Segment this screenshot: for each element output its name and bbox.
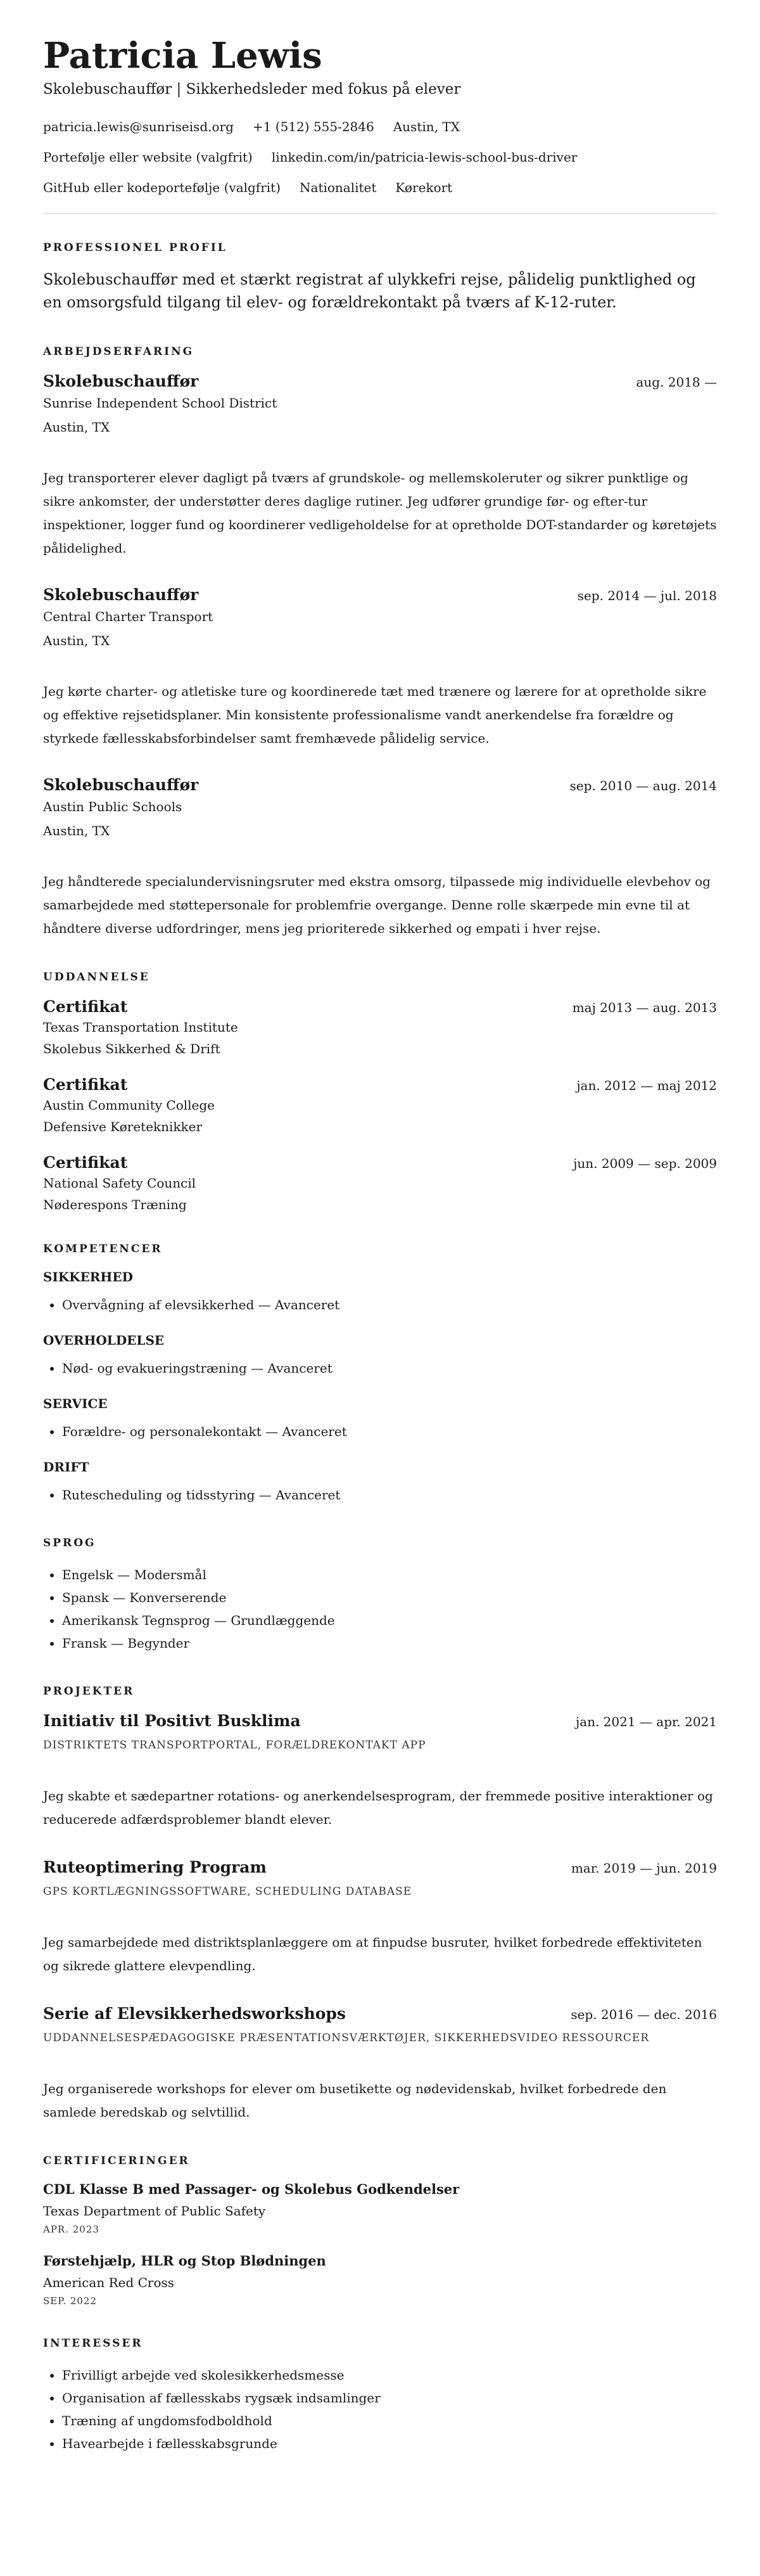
job-employer: Central Charter Transport: [43, 609, 213, 625]
project-description: Jeg skabte et sædepartner rotations- og anerkendelsesprogram, der fremmede positive interaktioner og reducerede adfærdsproblemer blandt elever.: [43, 1788, 713, 1828]
job-description: Jeg håndterede specialundervisningsruter med ekstra omsorg, tilpassede mig individuelle elevbehov og samarbejdede med støttepersonale for problemfrie overgange. Denne rolle skærpede min evne til at håndtere diverse udfordringer, mens jeg prioriterede sikkerhed og empati i hver rejse.: [43, 874, 711, 937]
project-name: Ruteoptimering Program: [43, 1858, 267, 1877]
email-link[interactable]: patricia.lewis@sunriseisd.org: [43, 119, 234, 135]
contact-row-primary: [43, 119, 717, 134]
education-degree: Certifikat: [43, 997, 128, 1016]
interest-item: • Træning af ungdomsfodboldhold: [62, 2409, 717, 2432]
certification-issuer: American Red Cross: [43, 2275, 175, 2291]
project-entry: [43, 2004, 717, 2124]
job-title: Skolebuschauffør: [43, 776, 199, 795]
job-location: Austin, TX: [43, 420, 110, 435]
contact-row-links: [43, 150, 717, 165]
education-school: Texas Transportation Institute: [43, 1020, 238, 1035]
skill-group-title: OVERHOLDELSE: [43, 1333, 165, 1349]
language-item: • Fransk — Begynder: [62, 1632, 717, 1655]
skill-group: [43, 1459, 717, 1506]
education-field: Nøderespons Træning: [43, 1197, 187, 1213]
candidate-headline: Skolebuschauffør | Sikkerhedsleder med fokus på elever: [43, 81, 461, 98]
skills-section: [43, 1243, 717, 1506]
section-title-certifications: CERTIFICERINGER: [43, 2155, 190, 2168]
skill-item: • Forældre- og personalekontakt — Avanceret: [62, 1420, 717, 1443]
certification-name: Førstehjælp, HLR og Stop Blødningen: [43, 2253, 326, 2269]
education-entry: [43, 1153, 717, 1212]
location-text: Austin, TX: [393, 119, 460, 135]
interest-item: • Havearbejde i fællesskabsgrunde: [62, 2432, 717, 2455]
job-title: Skolebuschauffør: [43, 586, 199, 605]
job-employer: Austin Public Schools: [43, 799, 182, 815]
project-name: Serie af Elevsikkerhedsworkshops: [43, 2004, 346, 2023]
skill-group-title: SERVICE: [43, 1396, 108, 1412]
job-description: Jeg transporterer elever dagligt på tværs af grundskole- og mellemskoleruter og sikrer punktlige og sikre ankomster, der understøtter deres daglige rutiner. Jeg udfører grundige før- og efter-tur inspektioner, logger fund og koordinerer vedligeholdelse for at opretholde DOT-standarder og køretøjets pålidelighed.: [43, 470, 717, 556]
drivers-license-text: Kørekort: [395, 180, 453, 196]
skill-item: • Overvågning af elevsikkerhed — Avanceret: [62, 1293, 717, 1316]
experience-entry: [43, 776, 717, 940]
interest-item: • Organisation af fællesskabs rygsæk indsamlinger: [62, 2387, 717, 2409]
certification-date: APR. 2023: [43, 2224, 99, 2236]
project-date: jan. 2021 — apr. 2021: [575, 1714, 717, 1730]
experience-section: [43, 345, 717, 940]
project-entry: [43, 1712, 717, 1831]
education-entry: [43, 997, 717, 1056]
skill-group-title: DRIFT: [43, 1459, 89, 1475]
projects-section: [43, 1685, 717, 2124]
skill-item: • Rutescheduling og tidsstyring — Avanceret: [62, 1483, 717, 1506]
job-title: Skolebuschauffør: [43, 372, 199, 391]
job-date: sep. 2010 — aug. 2014: [569, 778, 717, 794]
project-date: sep. 2016 — dec. 2016: [571, 2007, 717, 2023]
education-degree: Certifikat: [43, 1075, 128, 1094]
language-item: • Engelsk — Modersmål: [62, 1563, 717, 1586]
project-technologies: DISTRIKTETS TRANSPORTPORTAL, FORÆLDREKONTAKT APP: [43, 1739, 426, 1752]
header-divider: [43, 213, 717, 214]
education-section: [43, 971, 717, 1212]
certification-name: CDL Klasse B med Passager- og Skolebus Godkendelser: [43, 2181, 460, 2198]
project-description: Jeg organiserede workshops for elever om busetikette og nødevidenskab, hvilket forbedrede den samlede beredskab og selvtillid.: [43, 2081, 667, 2120]
contact-row-extra: [43, 180, 717, 195]
candidate-name: Patricia Lewis: [43, 35, 322, 77]
interest-item: • Frivilligt arbejde ved skolesikkerhedsmesse: [62, 2364, 717, 2387]
job-date: aug. 2018 —: [636, 375, 717, 390]
job-date: sep. 2014 — jul. 2018: [577, 588, 717, 604]
job-location: Austin, TX: [43, 633, 110, 649]
education-school: Austin Community College: [43, 1098, 215, 1113]
job-description: Jeg kørte charter- og atletiske ture og koordinerede tæt med trænere og lærere for at opretholde sikre og effektive rejsetidsplaner. Min konsistente professionalisme vandt anerkendelse fra forældre og styrkede fællesskabsforbindelser samt fremhævede pålidelig service.: [43, 684, 707, 747]
experience-entry: [43, 586, 717, 750]
certification-entry: [43, 2181, 717, 2235]
education-field: Defensive Køreteknikker: [43, 1119, 203, 1135]
education-school: National Safety Council: [43, 1176, 196, 1191]
section-title-skills: KOMPETENCER: [43, 1243, 163, 1256]
job-location: Austin, TX: [43, 823, 110, 839]
education-field: Skolebus Sikkerhed & Drift: [43, 1041, 220, 1057]
linkedin-link[interactable]: linkedin.com/in/patricia-lewis-school-bus-driver: [271, 150, 578, 165]
section-title-interests: INTERESSER: [43, 2337, 143, 2350]
languages-section: [43, 1537, 717, 1655]
project-technologies: GPS KORTLÆGNINGSSOFTWARE, SCHEDULING DATABASE: [43, 1885, 412, 1899]
project-technologies: UDDANNELSESPÆDAGOGISKE PRÆSENTATIONSVÆRKTØJER, SIKKERHEDSVIDEO RESSOURCER: [43, 2032, 650, 2045]
skill-group: [43, 1333, 717, 1380]
education-date: jun. 2009 — sep. 2009: [573, 1156, 717, 1172]
section-title-education: UDDANNELSE: [43, 971, 150, 984]
project-date: mar. 2019 — jun. 2019: [571, 1861, 717, 1876]
project-entry: [43, 1858, 717, 1978]
section-title-profile: PROFESSIONEL PROFIL: [43, 241, 227, 255]
language-item: • Amerikansk Tegnsprog — Grundlæggende: [62, 1609, 717, 1632]
certification-entry: [43, 2253, 717, 2307]
nationality-text: Nationalitet: [300, 180, 377, 196]
section-title-languages: SPROG: [43, 1537, 96, 1550]
skill-group: [43, 1396, 717, 1443]
experience-entry: [43, 372, 717, 560]
certification-issuer: Texas Department of Public Safety: [43, 2203, 266, 2219]
profile-summary: Skolebuschauffør med et stærkt registrat af ulykkefri rejse, pålidelig punktlighed og en omsorgsfuld tilgang til elev- og forældrekontakt på tværs af K-12-ruter.: [43, 271, 696, 312]
project-description: Jeg samarbejdede med distriktsplanlæggere om at finpudse busruter, hvilket forbedrede effektiviteten og sikrede glattere elevpendling.: [43, 1935, 702, 1974]
education-date: maj 2013 — aug. 2013: [572, 1000, 717, 1016]
project-name: Initiativ til Positivt Busklima: [43, 1712, 301, 1731]
education-degree: Certifikat: [43, 1153, 128, 1172]
section-title-projects: PROJEKTER: [43, 1685, 135, 1698]
certifications-section: [43, 2155, 717, 2307]
phone-number[interactable]: +1 (512) 555-2846: [252, 119, 374, 135]
skill-group-title: SIKKERHED: [43, 1269, 133, 1285]
certification-date: SEP. 2022: [43, 2295, 97, 2307]
job-employer: Sunrise Independent School District: [43, 395, 277, 411]
interests-section: [43, 2337, 717, 2455]
education-date: jan. 2012 — maj 2012: [576, 1078, 717, 1094]
skill-group: [43, 1269, 717, 1316]
github-link[interactable]: GitHub eller kodeportefølje (valgfrit): [43, 180, 281, 196]
portfolio-link[interactable]: Portefølje eller website (valgfrit): [43, 150, 253, 165]
skill-item: • Nød- og evakueringstræning — Avanceret: [62, 1357, 717, 1380]
education-entry: [43, 1075, 717, 1134]
section-title-experience: ARBEJDSERFARING: [43, 345, 194, 359]
language-item: • Spansk — Konverserende: [62, 1586, 717, 1609]
